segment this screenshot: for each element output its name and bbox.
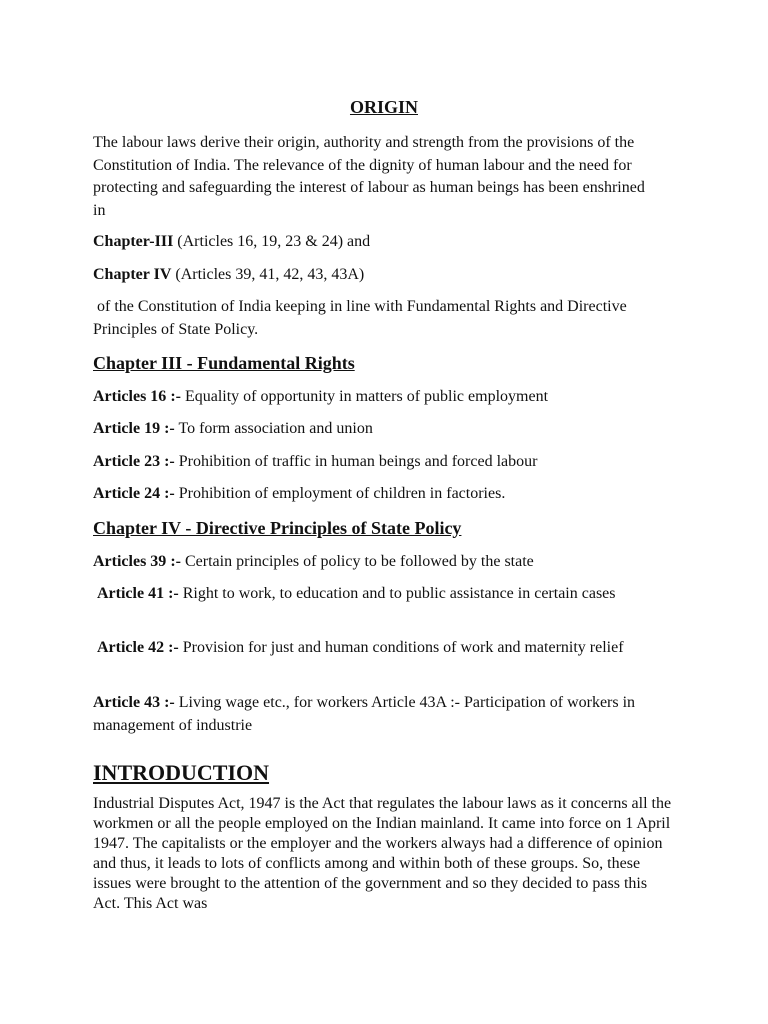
article-label: Articles 16 (93, 388, 167, 405)
chapter-iii-articles: (Articles 16, 19, 23 & 24) and (173, 233, 371, 250)
article-separator: :- (166, 553, 181, 570)
article-label: Articles 39 (93, 553, 167, 570)
article-item (93, 418, 373, 441)
article-text: To form association and union (174, 420, 373, 437)
article-item (93, 583, 653, 606)
article-text: Prohibition of traffic in human beings and forced labour (174, 453, 538, 470)
article-item (93, 551, 534, 574)
article-label: Article 41 (93, 585, 165, 602)
article-item (93, 692, 653, 737)
article-label: Article 24 (93, 485, 161, 502)
article-label: Article 23 (93, 453, 161, 470)
chapter-iii-reference (93, 231, 370, 254)
origin-title: ORIGIN (349, 97, 418, 117)
article-label: Article 19 (93, 420, 161, 437)
chapter-iv-reference (93, 264, 364, 287)
article-separator: :- (160, 453, 175, 470)
origin-paragraph: The labour laws derive their origin, authority and strength from the provisions of the Constitution of India. The relevance of the dignity of human labour and the need for protecting and safeguarding the interest of labour as human beings has been enshrined in (93, 134, 645, 219)
article-label: Article 42 (93, 639, 165, 656)
article-text: Right to work, to education and to public assistance in certain cases (178, 585, 616, 602)
introduction-heading: INTRODUCTION (93, 760, 270, 785)
article-text: Equality of opportunity in matters of public employment (180, 388, 549, 405)
article-item (93, 637, 663, 660)
chapter-iv-articles: (Articles 39, 41, 42, 43, 43A) (171, 266, 365, 283)
chapter-iv-heading: Chapter IV - Directive Principles of State Policy (93, 518, 462, 538)
constitution-paragraph: of the Constitution of India keeping in line with Fundamental Rights and Directive Principles of State Policy. (93, 298, 631, 338)
article-separator: :- (164, 585, 179, 602)
article-separator: :- (164, 639, 179, 656)
article-item (93, 386, 548, 409)
article-label: Article 43 (93, 694, 161, 711)
article-item (93, 451, 537, 474)
article-separator: :- (160, 694, 175, 711)
introduction-paragraph: Industrial Disputes Act, 1947 is the Act that regulates the labour laws as it concerns all the workmen or all the people employed on the Indian mainland. It came into force on 1 April 1947. The capitalists or the employer and the workers always had a difference of opinion and thus, it leads to lots of conflicts among and within both of these groups. So, these issues were brought to the attention of the government and so they decided to pass this Act. This Act was (93, 795, 672, 912)
article-separator: :- (166, 388, 181, 405)
article-text: Living wage etc., for workers Article 43A :- Participation of workers in management of industrie (93, 694, 636, 734)
article-separator: :- (160, 420, 175, 437)
chapter-iv-label: Chapter IV (93, 266, 172, 283)
article-separator: :- (160, 485, 175, 502)
article-item (93, 483, 505, 506)
chapter-iii-label: Chapter-III (93, 233, 174, 250)
article-text: Provision for just and human conditions of work and maternity relief (178, 639, 624, 656)
article-text: Prohibition of employment of children in factories. (174, 485, 506, 502)
chapter-iii-heading: Chapter III - Fundamental Rights (93, 353, 355, 373)
article-text: Certain principles of policy to be followed by the state (180, 553, 534, 570)
